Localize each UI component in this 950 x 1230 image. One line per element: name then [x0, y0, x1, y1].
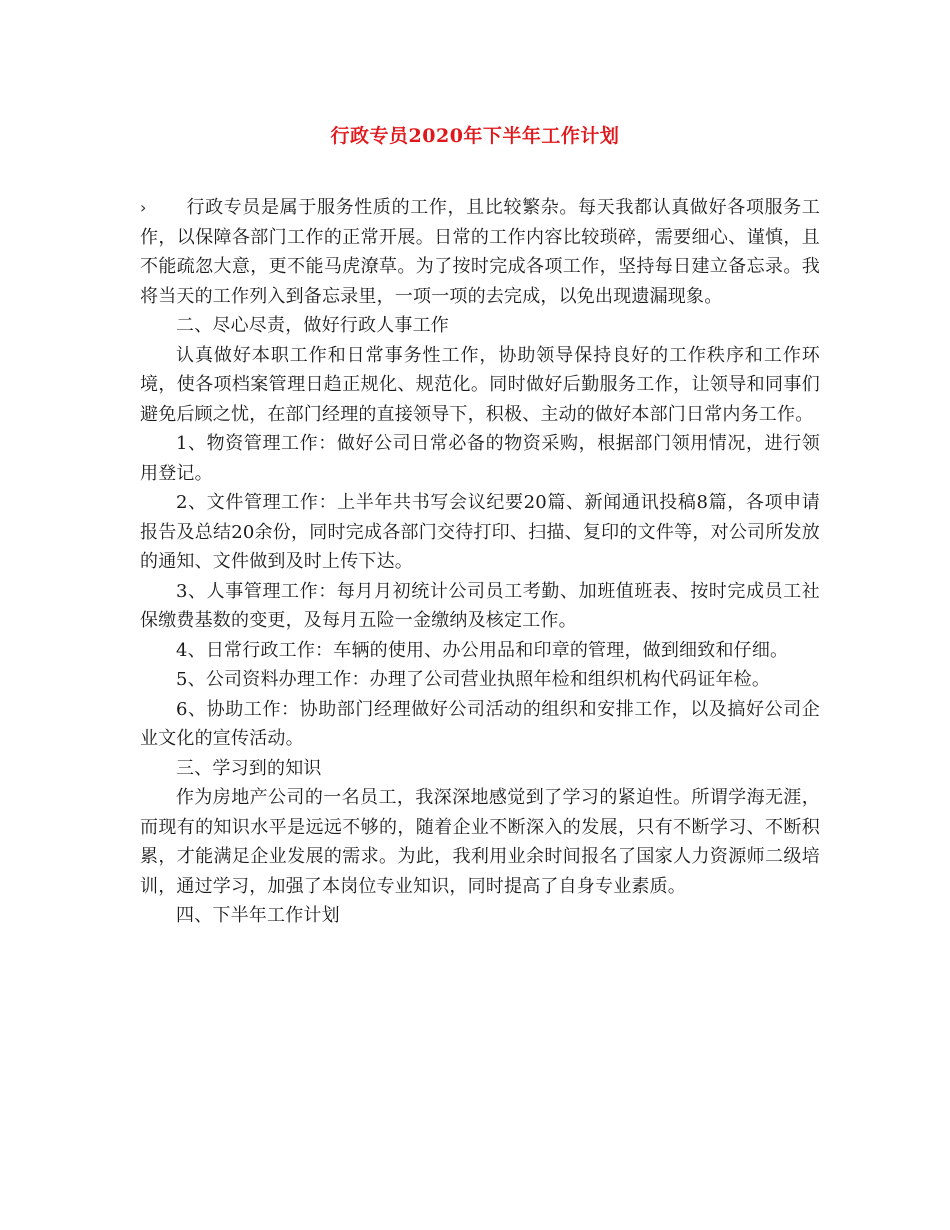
- list-item: 6、协助工作：协助部门经理做好公司活动的组织和安排工作，以及搞好公司企业文化的宣传活动。: [140, 698, 820, 749]
- document-title: 行政专员2020年下半年工作计划: [330, 125, 620, 147]
- paragraph-intro-text: 行政专员是属于服务性质的工作，且比较繁杂。每天我都认真做好各项服务工作，以保障各部门工作的正常开展。日常的工作内容比较琐碎，需要细心、谨慎，且不能疏忽大意，更不能马虎潦草。为了按时完成各项工作，坚持每日建立备忘录。我将当天的工作列入到备忘录里，一项一项的去完成，以免出现遗漏现象。: [140, 197, 820, 307]
- list-item: 4、日常行政工作：车辆的使用、办公用品和印章的管理，做到细致和仔细。: [176, 639, 789, 661]
- list-item: 1、物资管理工作：做好公司日常必备的物资采购，根据部门领用情况，进行领用登记。: [140, 433, 820, 484]
- section-heading-4: 四、下半年工作计划: [176, 905, 340, 926]
- list-item: 3、人事管理工作：每月月初统计公司员工考勤、加班值班表、按时完成员工社保缴费基数的变更，及每月五险一金缴纳及核定工作。: [140, 580, 820, 631]
- list-item: 2、文件管理工作：上半年共书写会议纪要20篇、新闻通讯投稿8篇，各项申请报告及总结20余份，同时完成各部门交待打印、扫描、复印的文件等，对公司所发放的通知、文件做到及时上传下达。: [140, 492, 820, 572]
- section-heading-3: 三、学习到的知识: [176, 757, 322, 779]
- paragraph: 作为房地产公司的一名员工，我深深地感觉到了学习的紧迫性。所谓学海无涯，而现有的知识水平是远远不够的，随着企业不断深入的发展，只有不断学习、不断积累，才能满足企业发展的需求。为此，我利用业余时间报名了国家人力资源师二级培训，通过学习，加强了本岗位专业知识，同时提高了自身专业素质。: [140, 787, 820, 897]
- document-body: [140, 193, 820, 931]
- paragraph-intro: [140, 193, 820, 311]
- bullet-chevron-icon: ›: [140, 198, 147, 217]
- section-heading-2: 二、尽心尽责，做好行政人事工作: [176, 315, 449, 336]
- list-item: 5、公司资料办理工作：办理了公司营业执照年检和组织机构代码证年检。: [176, 669, 771, 690]
- paragraph: 认真做好本职工作和日常事务性工作，协助领导保持良好的工作秩序和工作环境，使各项档案管理日趋正规化、规范化。同时做好后勤服务工作，让领导和同事们避免后顾之忧，在部门经理的直接领导下，积极、主动的做好本部门日常内务工作。: [140, 344, 820, 425]
